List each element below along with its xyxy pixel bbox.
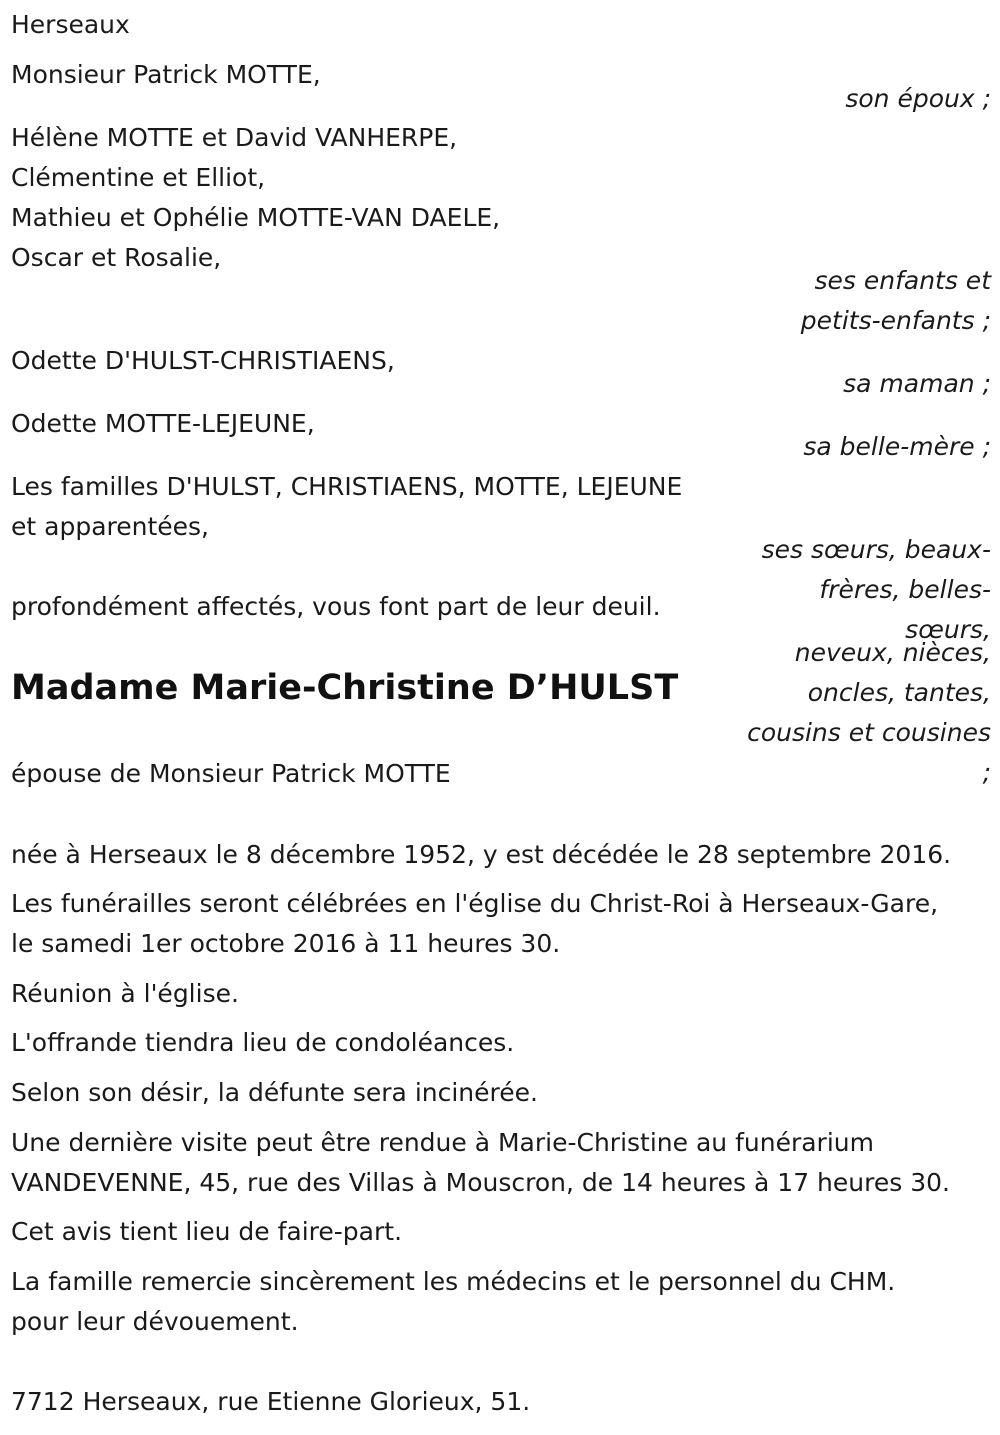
announcement-text: profondément affectés, vous font part de leur deuil. <box>11 592 661 621</box>
family-relatives-line: et apparentées, <box>11 512 209 541</box>
detail-funeral: le samedi 1er octobre 2016 à 11 heures 30. <box>11 929 561 958</box>
family-children-line: Clémentine et Elliot, <box>11 163 266 192</box>
relation-children: petits-enfants ; <box>800 306 991 335</box>
relation-relatives: ses sœurs, beaux- <box>761 535 991 564</box>
relation-children: ses enfants et <box>814 266 991 295</box>
relation-relatives: neveux, nièces, <box>794 638 991 667</box>
detail-funeral: Les funérailles seront célébrées en l'église du Christ-Roi à Herseaux-Gare, <box>11 889 939 918</box>
detail-visit: Une dernière visite peut être rendue à Marie-Christine au funérarium <box>11 1128 874 1157</box>
family-children-line: Mathieu et Ophélie MOTTE-VAN DAELE, <box>11 203 501 232</box>
detail-cremation: Selon son désir, la défunte sera incinérée. <box>11 1078 538 1107</box>
relation-relatives: oncles, tantes, <box>807 678 991 707</box>
detail-thanks: La famille remercie sincèrement les médecins et le personnel du CHM. <box>11 1267 896 1296</box>
family-spouse-name: Monsieur Patrick MOTTE, <box>11 60 321 89</box>
relation-relatives: cousins et cousines <box>747 718 991 747</box>
header-location: Herseaux <box>11 10 130 39</box>
address: 7712 Herseaux, rue Etienne Glorieux, 51. <box>11 1387 531 1416</box>
family-children-line: Hélène MOTTE et David VANHERPE, <box>11 123 458 152</box>
relation-mother: sa maman ; <box>843 369 991 398</box>
family-mother-in-law-name: Odette MOTTE-LEJEUNE, <box>11 409 315 438</box>
family-relatives-line: Les familles D'HULST, CHRISTIAENS, MOTTE, LEJEUNE <box>11 472 683 501</box>
detail-visit: VANDEVENNE, 45, rue des Villas à Mouscron, de 14 heures à 17 heures 30. <box>11 1168 950 1197</box>
deceased-name: Madame Marie-Christine D’HULST <box>11 668 679 708</box>
detail-offering: L'offrande tiendra lieu de condoléances. <box>11 1028 515 1057</box>
family-children-line: Oscar et Rosalie, <box>11 243 222 272</box>
relation-relatives: ; <box>982 758 991 787</box>
family-mother-name: Odette D'HULST-CHRISTIAENS, <box>11 346 395 375</box>
relation-relatives: frères, belles- <box>819 575 991 604</box>
relation-mother-in-law: sa belle-mère ; <box>803 432 991 461</box>
detail-thanks: pour leur dévouement. <box>11 1307 299 1336</box>
deceased-spouse: épouse de Monsieur Patrick MOTTE <box>11 759 451 788</box>
detail-meeting: Réunion à l'église. <box>11 979 239 1008</box>
detail-notice: Cet avis tient lieu de faire-part. <box>11 1217 403 1246</box>
detail-birth-death: née à Herseaux le 8 décembre 1952, y est décédée le 28 septembre 2016. <box>11 840 952 869</box>
relation-relatives: sœurs, <box>905 615 991 644</box>
relation-spouse: son époux ; <box>845 84 991 113</box>
